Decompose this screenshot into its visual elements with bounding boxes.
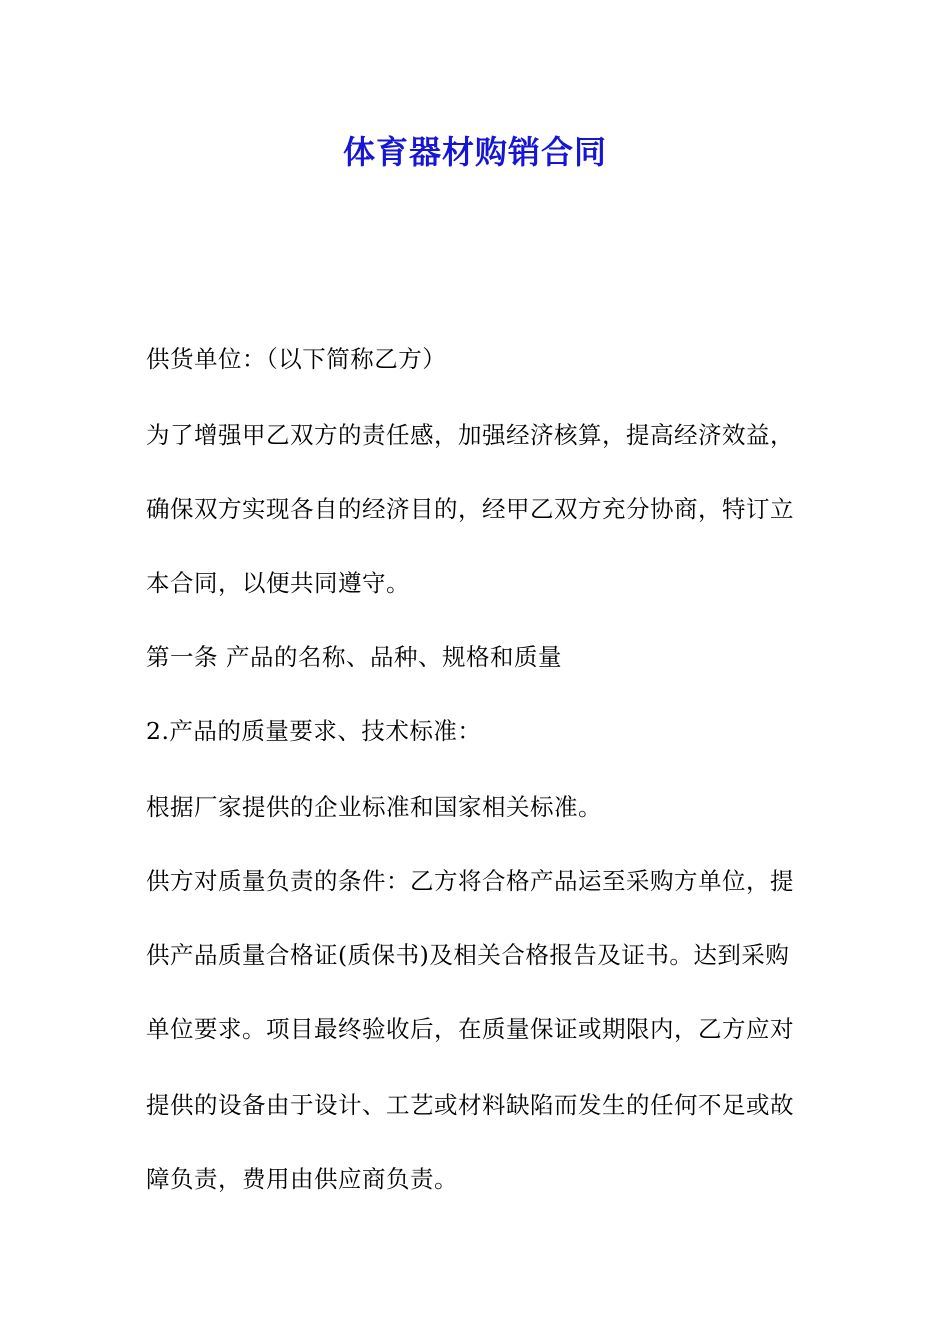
section-heading-article-1: 第一条 产品的名称、品种、规格和质量 (146, 643, 562, 671)
text-line: 根据厂家提供的企业标准和国家相关标准。 (146, 793, 602, 821)
text-line: 供方对质量负责的条件：乙方将合格产品运至采购方单位，提 (146, 867, 794, 895)
text-line: 2.产品的质量要求、技术标准： (146, 717, 482, 745)
text-line: 确保双方实现各自的经济目的，经甲乙双方充分协商，特订立 (146, 495, 794, 523)
text-line: 单位要求。项目最终验收后，在质量保证或期限内，乙方应对 (146, 1015, 794, 1043)
text-line: 供产品质量合格证(质保书)及相关合格报告及证书。达到采购 (146, 941, 790, 969)
text-line: 为了增强甲乙双方的责任感，加强经济核算，提高经济效益， (146, 421, 794, 449)
text-line: 本合同，以便共同遵守。 (146, 569, 410, 597)
text-line: 提供的设备由于设计、工艺或材料缺陷而发生的任何不足或故 (146, 1091, 794, 1119)
document-title: 体育器材购销合同 (342, 133, 607, 171)
text-line-supplier: 供货单位：（以下简称乙方） (146, 345, 447, 373)
text-line: 障负责，费用由供应商负责。 (146, 1165, 458, 1193)
